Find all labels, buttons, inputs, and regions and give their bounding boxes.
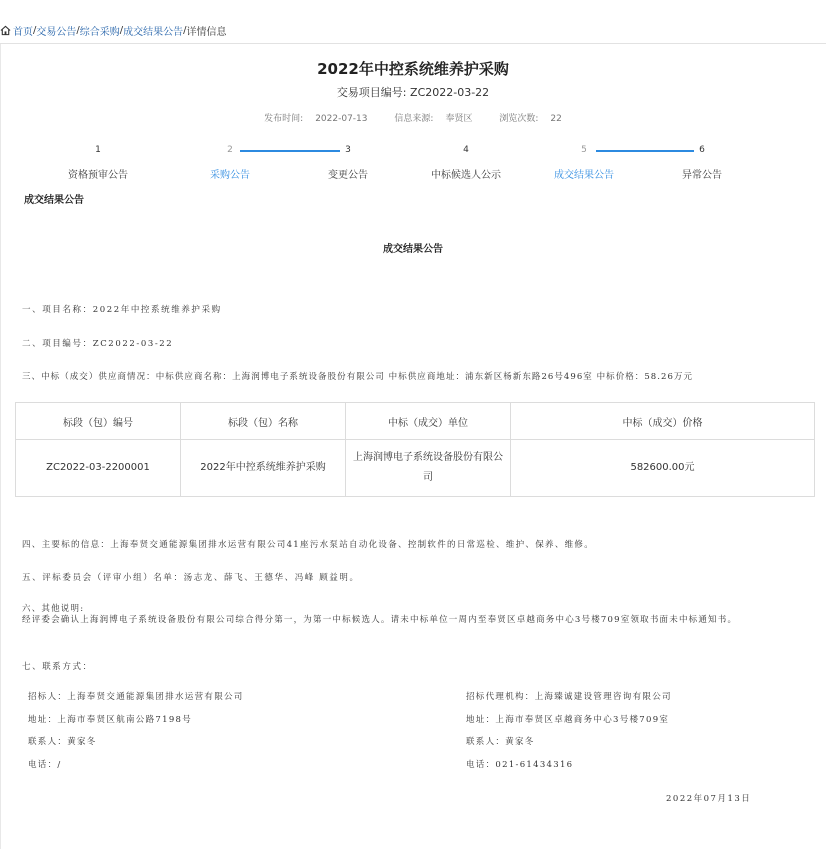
breadcrumb-result-notice[interactable]: 成交结果公告 (123, 26, 184, 38)
tenderer-phone: 电话：/ (28, 759, 62, 770)
agency-contact (466, 690, 672, 780)
cell-lot-number: ZC2022-03-2200001 (16, 440, 181, 497)
breadcrumb-home[interactable]: 首页 (13, 26, 33, 38)
project-number-label: 交易项目编号: (336, 86, 407, 99)
item-supplier: 三、中标（成交）供应商情况：中标供应商名称：上海润博电子系统设备股份有限公司 中标供应商地址：浦东新区杨新东路26号496室 中标价格：58.26万元 (22, 372, 694, 382)
page-title: 2022年中控系统维养护采购 (317, 60, 509, 78)
breadcrumb-trade-notice[interactable]: 交易公告 (36, 26, 77, 38)
cell-price: 582600.00元 (511, 440, 815, 497)
step-exception[interactable]: 6 异常公告 (682, 145, 722, 181)
item-contact-title: 七、联系方式： (22, 662, 93, 672)
notice-heading: 成交结果公告 (383, 244, 443, 255)
home-icon[interactable] (0, 25, 11, 36)
step-result[interactable]: 5 成交结果公告 (554, 145, 614, 181)
content-border (0, 44, 1, 849)
col-lot-number: 标段（包）编号 (16, 403, 181, 440)
agency-contact-person: 联系人：黄家冬 (466, 737, 535, 747)
project-number (0, 84, 826, 100)
source-label: 信息来源: (394, 114, 434, 124)
publish-label: 发布时间: (264, 114, 304, 124)
other-notes-title: 六、其他说明: (22, 604, 85, 614)
step-prequalification[interactable]: 1 资格预审公告 (68, 145, 128, 181)
item-subject-info: 四、主要标的信息：上海奉贤交通能源集团排水运营有限公司41座污水泵站自动化设备、控制软件的日常巡检、维护、保养、维修。 (22, 540, 595, 550)
step-procurement[interactable]: 2 采购公告 (210, 145, 250, 181)
tenderer-name: 招标人：上海奉贤交通能源集团排水运营有限公司 (28, 692, 244, 702)
table-row (16, 440, 815, 497)
item-other-notes (22, 604, 817, 626)
step-change[interactable]: 3 变更公告 (328, 145, 368, 181)
section-label: 成交结果公告 (24, 195, 84, 206)
cell-lot-name: 2022年中控系统维养护采购 (181, 440, 346, 497)
breadcrumb: 首页 / 交易公告 / 综合采购 / 成交结果公告 / 详情信息 (0, 22, 227, 38)
tenderer-contact-person: 联系人：黄家冬 (28, 737, 97, 747)
col-price: 中标（成交）价格 (511, 403, 815, 440)
views-count: 22 (550, 114, 562, 124)
other-notes-body: 经评委会确认上海润博电子系统设备股份有限公司综合得分第一，为第一中标候选人。请未中标单位一周内至奉贤区卓越商务中心3号楼709室领取书面未中标通知书。 (22, 615, 738, 625)
step-candidates[interactable]: 4 中标候选人公示 (431, 145, 501, 181)
col-lot-name: 标段（包）名称 (181, 403, 346, 440)
notice-date: 2022年07月13日 (666, 794, 752, 804)
item-project-name: 一、项目名称：2022年中控系统维养护采购 (22, 305, 222, 315)
table-header-row (16, 403, 815, 440)
progress-steps (40, 142, 820, 182)
item-project-number: 二、项目编号：ZC2022-03-22 (22, 339, 174, 349)
project-number-value: ZC2022-03-22 (410, 86, 490, 99)
item-committee: 五、评标委员会（评审小组）名单：汤志龙、薛飞、王德华、冯峰 顾益明。 (22, 573, 360, 583)
cell-winner: 上海润博电子系统设备股份有限公司 (346, 440, 511, 497)
header-divider (0, 43, 826, 44)
tenderer-address: 地址：上海市奉贤区航南公路7198号 (28, 714, 193, 725)
col-winner: 中标（成交）单位 (346, 403, 511, 440)
result-table (15, 402, 815, 497)
source-value: 奉贤区 (445, 114, 473, 124)
agency-name: 招标代理机构：上海臻诚建设管理咨询有限公司 (466, 692, 672, 702)
views-label: 浏览次数: (499, 114, 539, 124)
agency-phone: 电话：021-61434316 (466, 759, 574, 770)
breadcrumb-current: 详情信息 (186, 26, 227, 38)
breadcrumb-procurement[interactable]: 综合采购 (79, 26, 120, 38)
meta-info (0, 111, 826, 124)
publish-time: 2022-07-13 (315, 114, 368, 124)
agency-address: 地址：上海市奉贤区卓越商务中心3号楼709室 (466, 714, 670, 725)
tenderer-contact (28, 690, 244, 780)
